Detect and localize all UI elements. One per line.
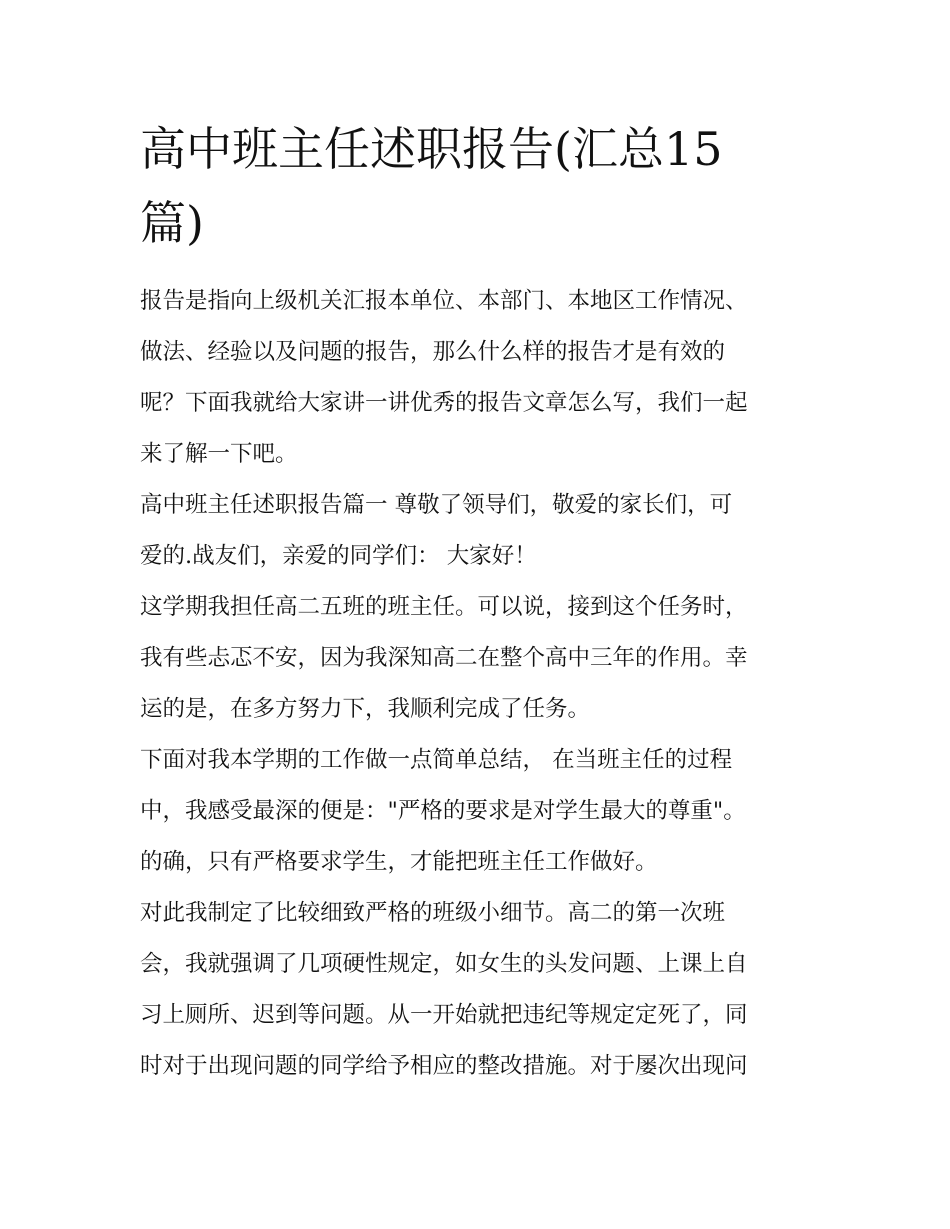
body-line: 我有些忐忑不安，因为我深知高二在整个高中三年的作用。幸 bbox=[140, 645, 748, 671]
body-line: 做法、经验以及问题的报告，那么什么样的报告才是有效的 bbox=[140, 339, 726, 365]
body-line: 习上厕所、迟到等问题。从一开始就把违纪等规定定死了，同 bbox=[140, 1002, 748, 1028]
body-line: 呢？下面我就给大家讲一讲优秀的报告文章怎么写，我们一起 bbox=[140, 390, 748, 416]
body-line: 的确，只有严格要求学生，才能把班主任工作做好。 bbox=[140, 849, 658, 875]
body-line: 会，我就强调了几项硬性规定，如女生的头发问题、上课上自 bbox=[140, 951, 748, 977]
body-line: 高中班主任述职报告篇一 尊敬了领导们，敬爱的家长们，可 bbox=[140, 492, 733, 518]
body-line: 爱的.战友们，亲爱的同学们： 大家好！ bbox=[140, 543, 537, 569]
body-line: 下面对我本学期的工作做一点简单总结， 在当班主任的过程 bbox=[140, 747, 733, 773]
body-line: 中，我感受最深的便是："严格的要求是对学生最大的尊重"。 bbox=[140, 798, 746, 824]
body-line: 运的是，在多方努力下，我顺利完成了任务。 bbox=[140, 696, 591, 722]
title-line: 篇) bbox=[140, 196, 204, 250]
body-line: 来了解一下吧。 bbox=[140, 441, 298, 467]
title-line: 高中班主任述职报告(汇总15 bbox=[140, 122, 723, 176]
body-line: 对此我制定了比较细致严格的班级小细节。高二的第一次班 bbox=[140, 900, 726, 926]
document-body bbox=[140, 276, 820, 1092]
document-title bbox=[140, 112, 820, 260]
body-line: 时对于出现问题的同学给予相应的整改措施。对于屡次出现问 bbox=[140, 1053, 748, 1079]
body-line: 报告是指向上级机关汇报本单位、本部门、本地区工作情况、 bbox=[140, 288, 748, 314]
body-line: 这学期我担任高二五班的班主任。可以说，接到这个任务时， bbox=[140, 594, 748, 620]
